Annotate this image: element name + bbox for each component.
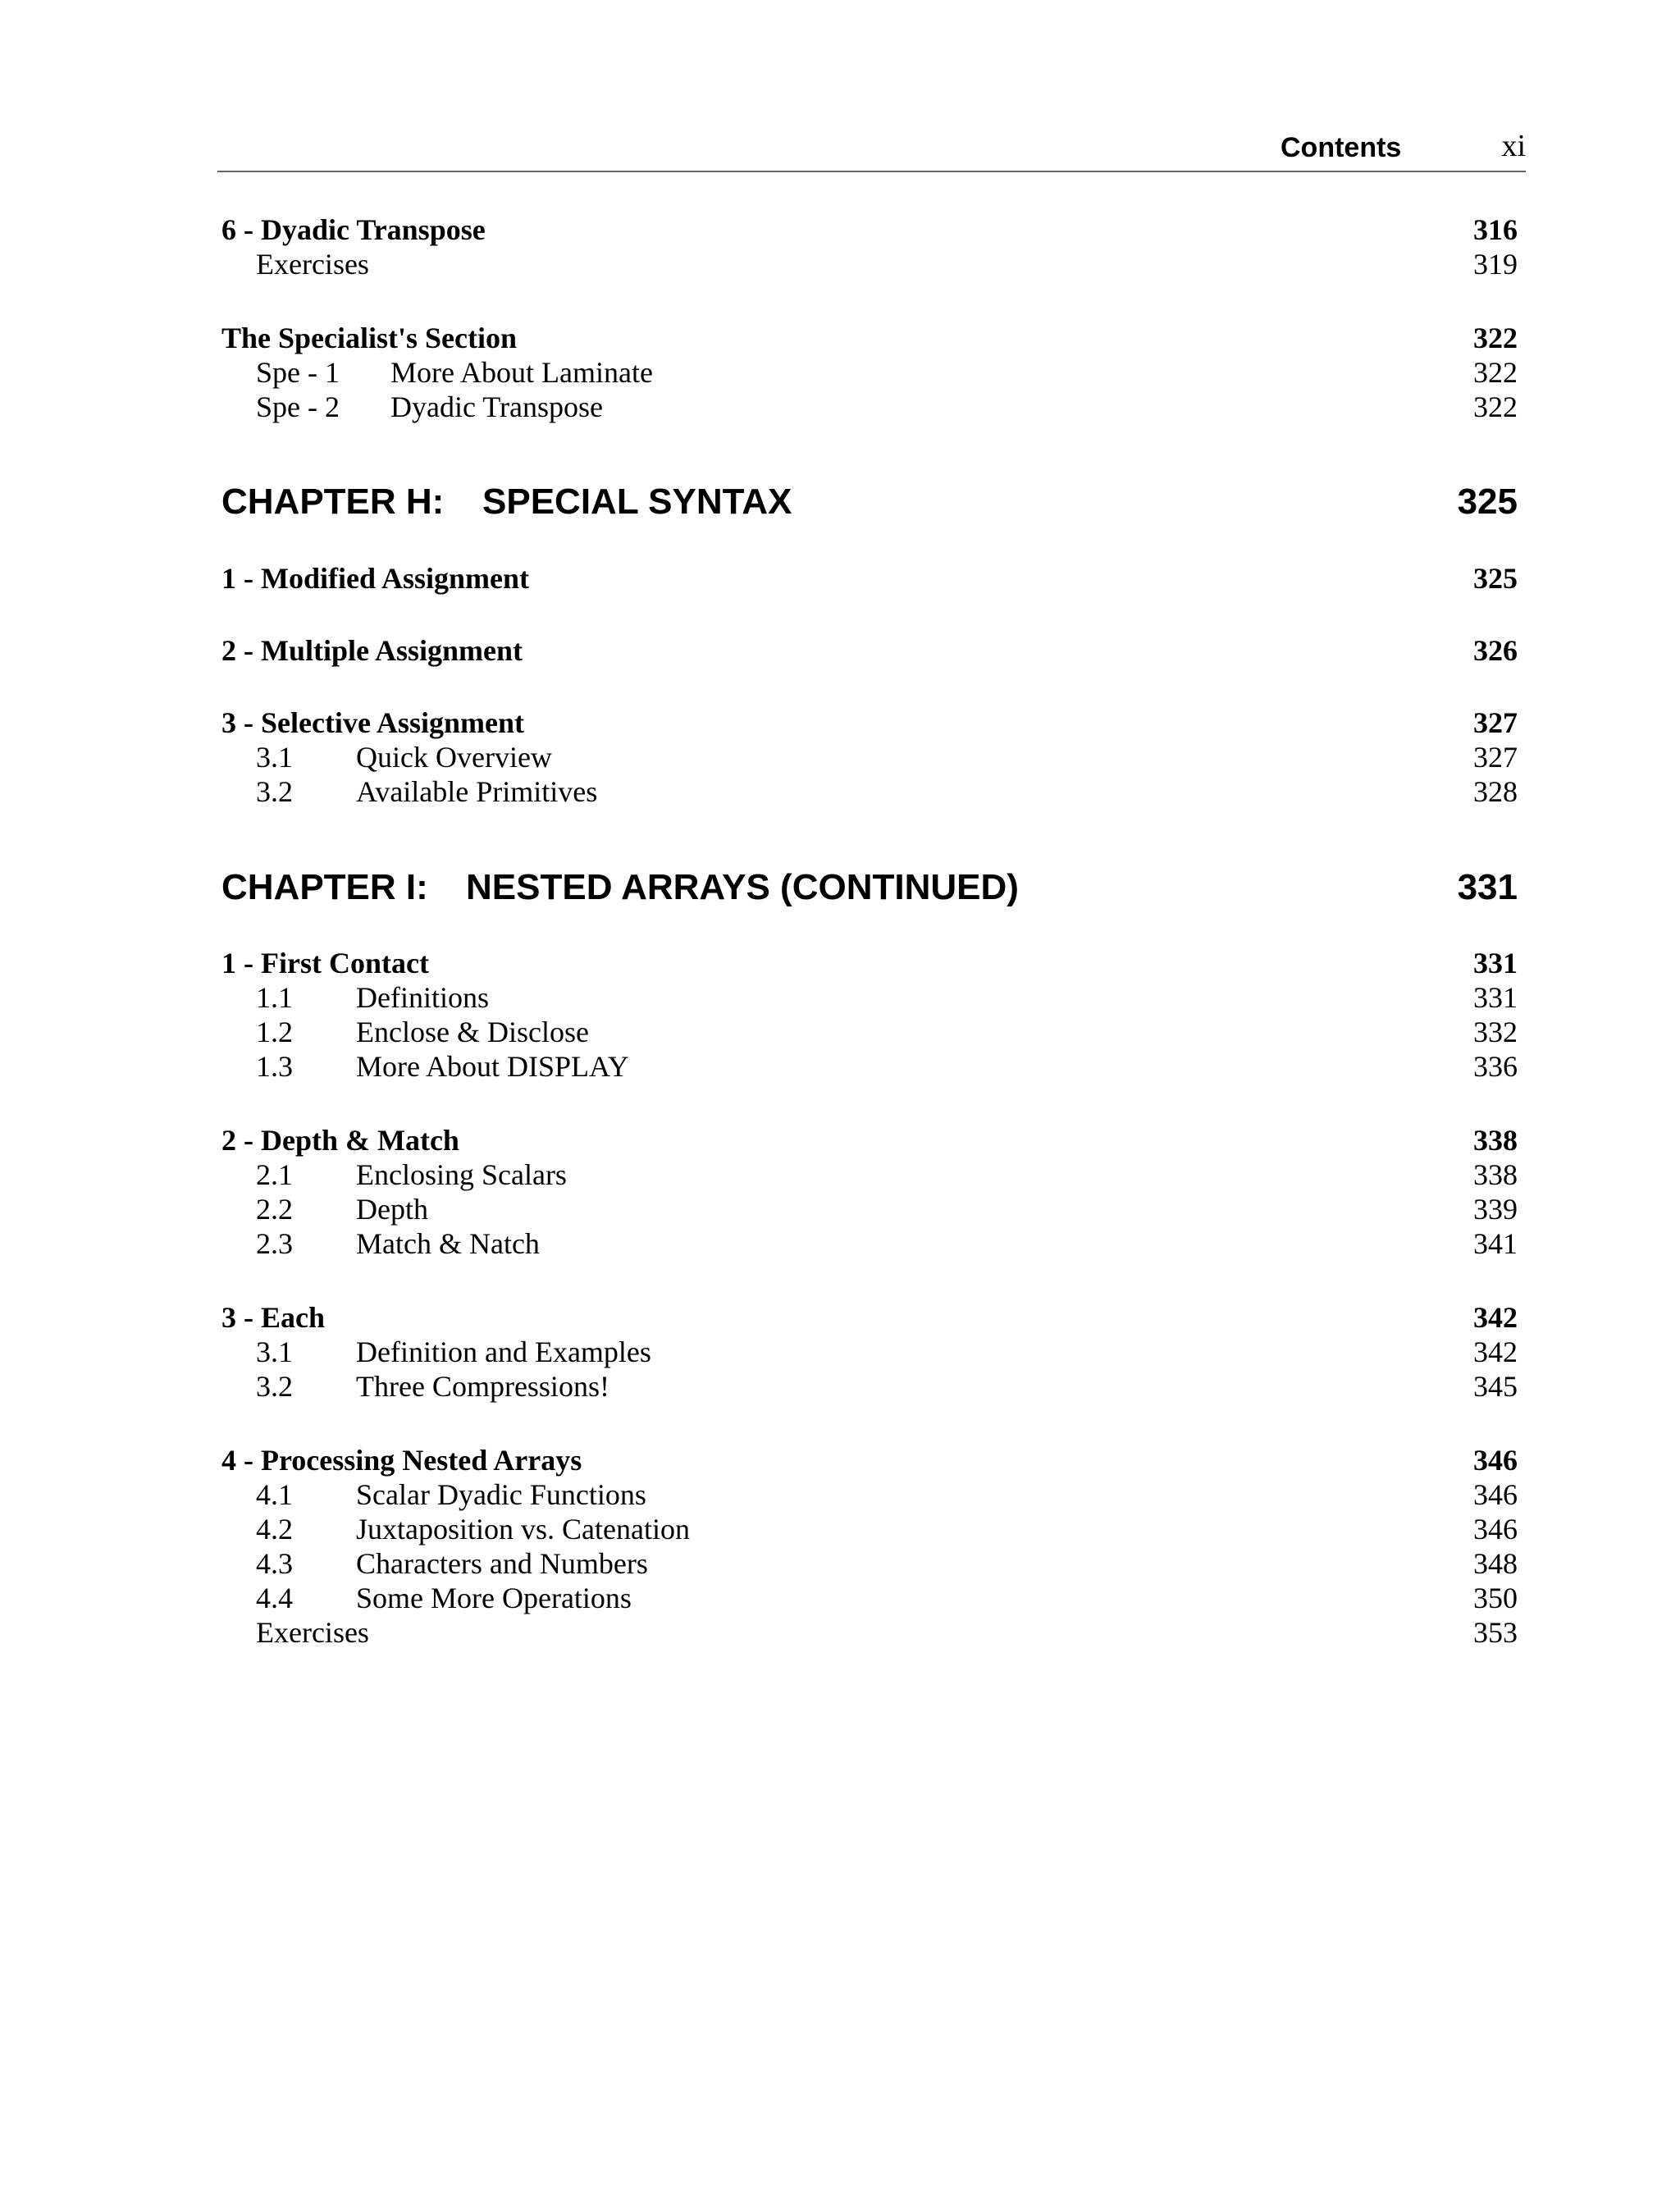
chapter-title: SPECIAL SYNTAX [482,482,792,522]
toc-subsection-row [221,1048,1518,1084]
page-ref: 325 [1473,562,1518,595]
subsection-number: 4.1 [256,1478,293,1511]
toc-subsection-row [221,1477,1518,1513]
page-ref: 342 [1473,1335,1518,1368]
section-title: The Specialist's Section [221,322,518,354]
page-ref: 346 [1473,1513,1518,1546]
subsection-title: Definitions [356,981,489,1014]
subsection-number: 2.3 [256,1227,293,1260]
page-ref: 328 [1473,775,1518,808]
chapter-title: NESTED ARRAYS (CONTINUED) [466,867,1019,907]
subsection-number: 4.3 [256,1547,293,1580]
page-ref: 326 [1473,634,1518,667]
toc-subsection-row [221,1368,1518,1404]
page-ref: 332 [1473,1016,1518,1048]
subsection-title: Depth [356,1193,428,1226]
toc-subsection-row [221,1226,1518,1262]
toc-subsection-row [221,739,1518,775]
subsection-title: Juxtaposition vs. Catenation [356,1513,690,1546]
toc-subsection-row [221,1191,1518,1227]
subsection-number: 3.1 [256,1335,293,1368]
subsection-title: Dyadic Transpose [390,390,603,423]
section-title: 2 - Depth & Match [221,1124,459,1157]
page-ref: 345 [1473,1370,1518,1403]
toc-subsection-row [221,1546,1518,1582]
subsection-title: Some More Operations [356,1582,632,1614]
toc-section-row [221,560,1518,596]
toc-subsection-row [221,1014,1518,1050]
page-ref: 338 [1473,1158,1518,1191]
subsection-title: Three Compressions! [356,1370,609,1403]
page-ref: 322 [1473,356,1518,389]
toc-subsection-row [221,354,1518,390]
section-title: 1 - First Contact [221,947,429,979]
toc-section-row [221,705,1518,741]
toc-chapter-row [221,865,1518,911]
running-header-title: Contents [1281,132,1402,163]
subsection-number: 1.2 [256,1016,293,1048]
toc-section-row [221,1122,1518,1158]
subsection-title: Enclosing Scalars [356,1158,567,1191]
toc-subsection-row [221,1511,1518,1547]
subsection-title: Match & Natch [356,1227,540,1260]
page-ref: 353 [1473,1616,1518,1649]
section-title: 1 - Modified Assignment [221,562,530,595]
page-ref: 339 [1473,1193,1518,1226]
page-header [217,131,1526,172]
section-title: 6 - Dyadic Transpose [221,213,486,246]
toc-subsection-row [221,1157,1518,1193]
page-ref: 346 [1473,1478,1518,1511]
subsection-title: Exercises [256,1616,369,1649]
page-ref: 322 [1473,322,1518,354]
section-title: 3 - Selective Assignment [221,706,524,739]
subsection-title: Scalar Dyadic Functions [356,1478,646,1511]
subsection-number: 3.2 [256,1370,293,1403]
subsection-number: 3.2 [256,775,293,808]
subsection-number: 3.1 [256,741,293,774]
page-ref: 319 [1473,248,1518,281]
page-ref: 327 [1473,706,1518,739]
page-number: xi [1501,129,1526,163]
page-ref: 331 [1473,947,1518,979]
page-ref: 331 [1457,867,1518,907]
subsection-number: 1.1 [256,981,293,1014]
toc-subsection-row [221,246,1518,282]
subsection-number: 4.2 [256,1513,293,1546]
chapter-label: CHAPTER I: [221,867,428,907]
subsection-title: Exercises [256,248,369,281]
page-ref: 331 [1473,981,1518,1014]
subsection-title: Quick Overview [356,741,552,774]
page-ref: 336 [1473,1050,1518,1083]
subsection-title: Available Primitives [356,775,598,808]
toc-section-row [221,320,1518,356]
subsection-number: 1.3 [256,1050,293,1083]
section-title: 3 - Each [221,1301,325,1334]
toc-chapter-row [221,479,1518,525]
toc-subsection-row [221,1580,1518,1616]
subsection-number: 2.2 [256,1193,293,1226]
page-ref: 348 [1473,1547,1518,1580]
section-title: 2 - Multiple Assignment [221,634,523,667]
toc-subsection-row [221,774,1518,810]
page-ref: 322 [1473,390,1518,423]
page-ref: 325 [1457,482,1518,522]
page-ref: 346 [1473,1444,1518,1477]
chapter-label: CHAPTER H: [221,482,445,522]
page-ref: 316 [1473,213,1518,246]
toc-subsection-row [221,389,1518,425]
page-ref: 350 [1473,1582,1518,1614]
section-title: 4 - Processing Nested Arrays [221,1444,582,1477]
toc-section-row [221,212,1518,248]
subsection-number: Spe - 2 [256,390,340,423]
subsection-number: Spe - 1 [256,356,340,389]
subsection-title: Enclose & Disclose [356,1016,589,1048]
subsection-title: More About Laminate [390,356,653,389]
page-ref: 341 [1473,1227,1518,1260]
toc-section-row [221,1442,1518,1478]
subsection-title: Definition and Examples [356,1335,651,1368]
toc-subsection-row [221,1334,1518,1370]
toc-subsection-row [221,979,1518,1016]
toc-section-row [221,945,1518,981]
toc-subsection-row [221,1614,1518,1651]
toc-section-row [221,1299,1518,1335]
toc-section-row [221,632,1518,669]
page-ref: 327 [1473,741,1518,774]
subsection-number: 4.4 [256,1582,293,1614]
page-ref: 342 [1473,1301,1518,1334]
subsection-title: Characters and Numbers [356,1547,648,1580]
subsection-number: 2.1 [256,1158,293,1191]
subsection-title: More About DISPLAY [356,1050,629,1083]
page-ref: 338 [1473,1124,1518,1157]
